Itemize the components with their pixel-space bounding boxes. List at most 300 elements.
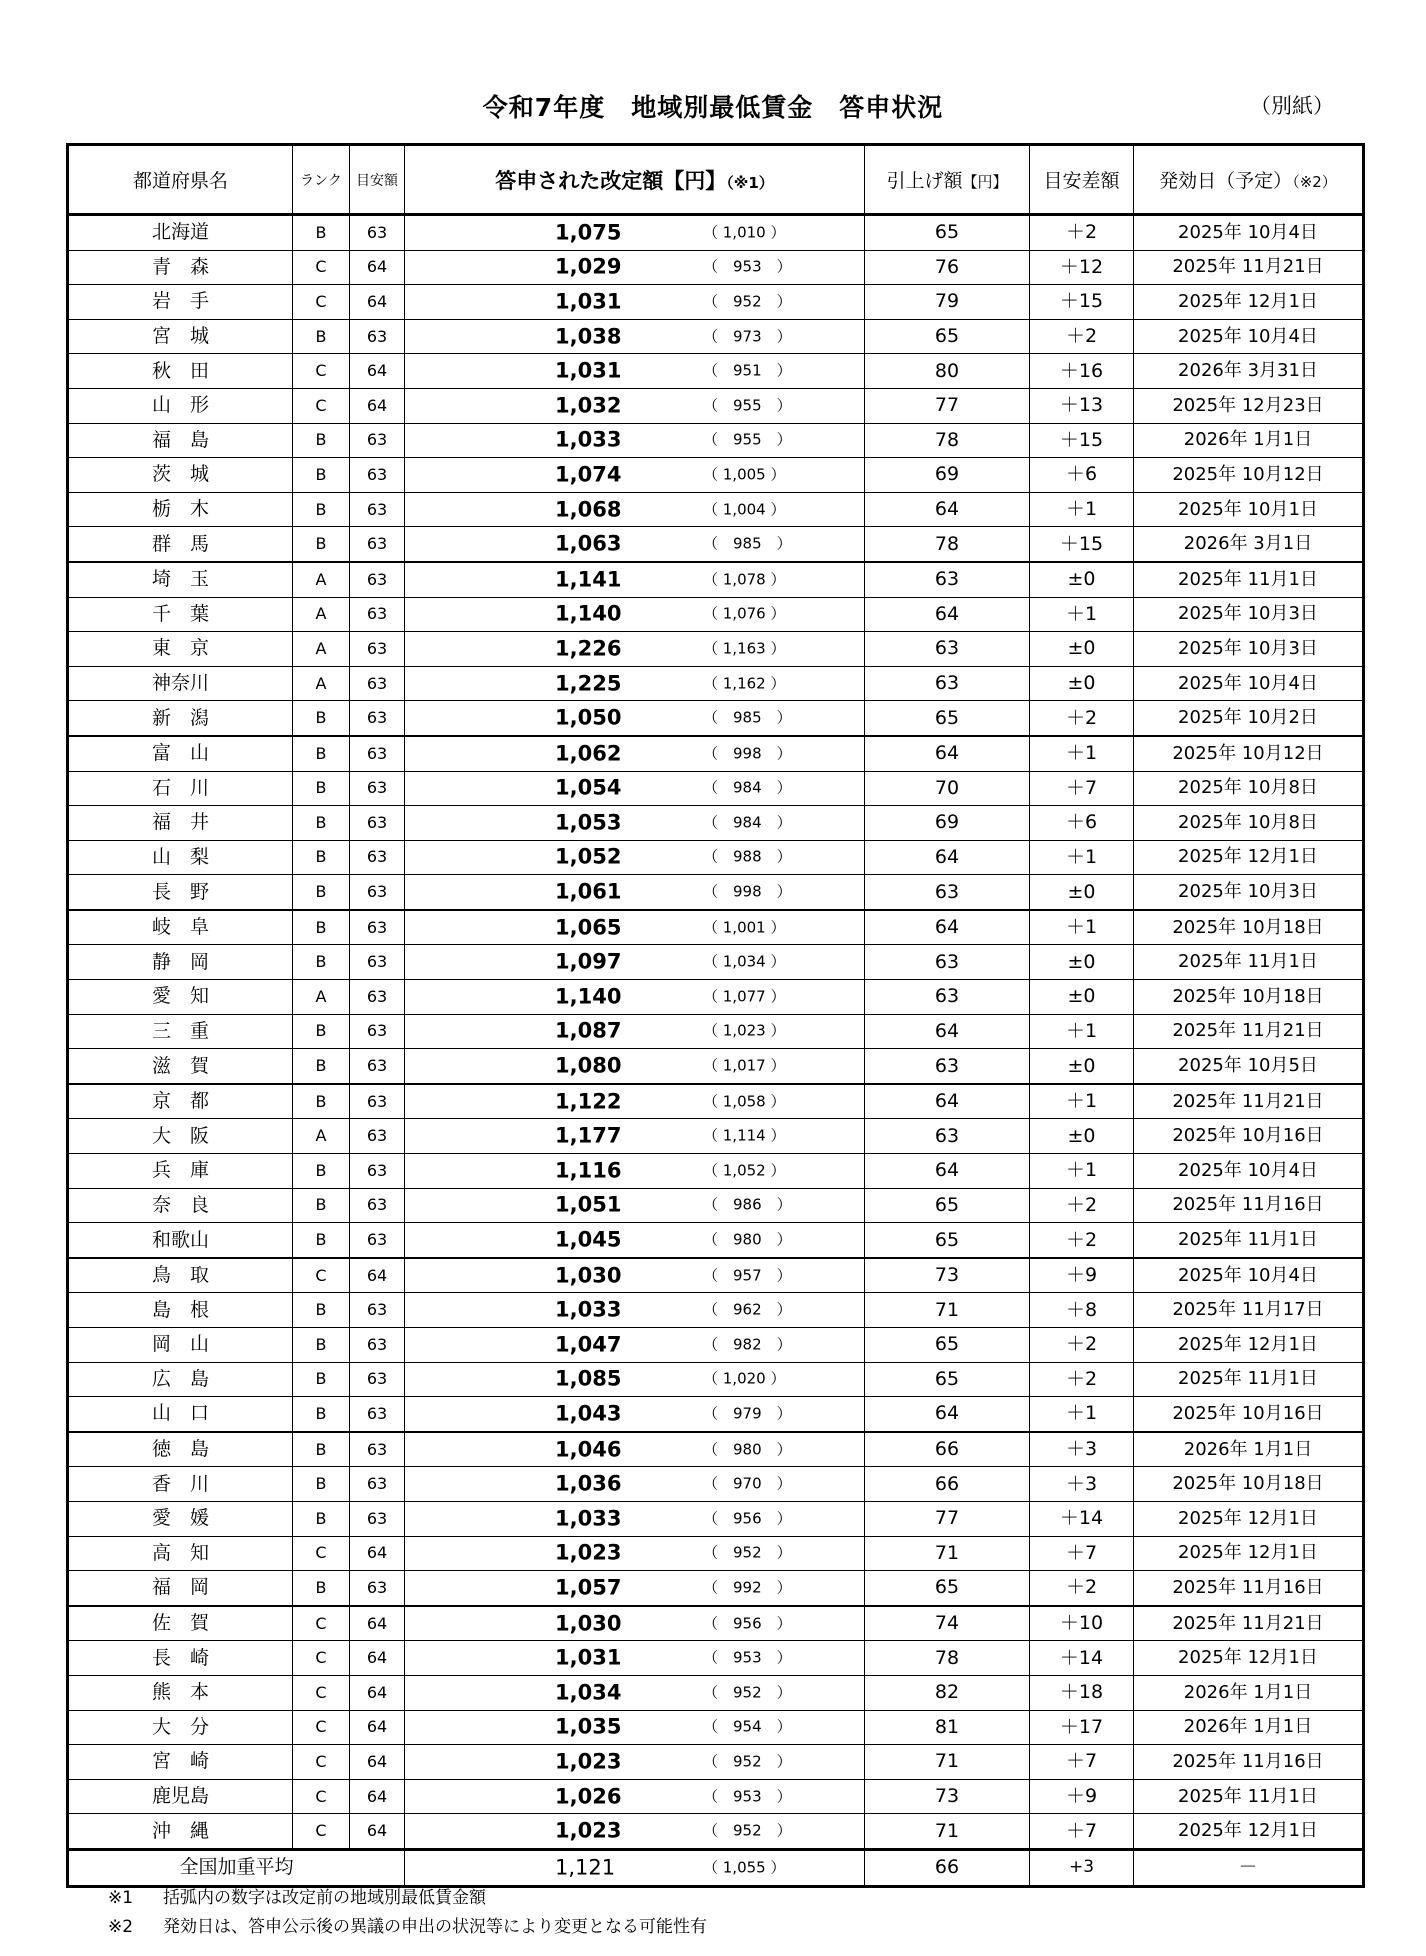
new-amount: 1,065 [555,915,622,940]
footnote-1-mark: ※1 [108,1888,134,1908]
old-amount: （ 952 ） [703,1543,792,1562]
table-row [68,1397,1364,1432]
new-amount: 1,034 [555,1680,622,1705]
raise-cell: 80 [865,354,1030,389]
diff-cell: ＋15 [1030,423,1134,458]
new-amount: 1,030 [555,1263,622,1288]
raise-cell: 73 [865,1258,1030,1293]
new-amount: 1,226 [555,636,622,661]
header-raise-label: 引上げ額 [886,170,963,192]
new-amount: 1,038 [555,324,622,349]
prefecture-cell: 富 山 [68,736,293,771]
prefecture-cell: 広 島 [68,1362,293,1397]
raise-cell: 63 [865,632,1030,667]
table-row [68,388,1364,423]
amount-cell [405,215,865,251]
date-cell: 2025年 11月1日 [1134,1362,1364,1397]
old-amount: （ 998 ） [703,882,792,901]
prefecture-cell: 青 森 [68,250,293,285]
date-cell: 2026年 1月1日 [1134,1675,1364,1710]
header-amount-label: 答申された改定額 [495,168,664,193]
old-amount: （ 980 ） [703,1440,792,1459]
rank-cell: B [293,1328,350,1363]
date-cell: 2025年 10月8日 [1134,771,1364,806]
meyasu-cell: 63 [350,1223,405,1258]
table-row [68,1814,1364,1850]
new-amount: 1,087 [555,1018,622,1043]
meyasu-cell: 63 [350,1154,405,1189]
table-row [68,980,1364,1015]
rank-cell: B [293,1049,350,1084]
prefecture-cell: 岡 山 [68,1328,293,1363]
raise-cell: 65 [865,1571,1030,1606]
old-amount: （ 986 ） [703,1195,792,1214]
raise-cell: 77 [865,388,1030,423]
new-amount: 1,030 [555,1611,622,1636]
header-date [1134,145,1364,215]
old-amount: （ 955 ） [703,396,792,415]
rank-cell: B [293,458,350,493]
header-date-note: （※2） [1292,173,1337,191]
prefecture-cell: 愛 媛 [68,1501,293,1536]
amount-cell [405,771,865,806]
raise-cell: 79 [865,285,1030,320]
header-row [68,145,1364,215]
table-row [68,1675,1364,1710]
table-row [68,806,1364,841]
diff-cell: ±0 [1030,1049,1134,1084]
rank-cell: B [293,1223,350,1258]
old-amount: （ 998 ） [703,744,792,763]
rank-cell: A [293,666,350,701]
amount-cell [405,1188,865,1223]
table-row [68,1745,1364,1780]
date-cell: 2025年 12月1日 [1134,1501,1364,1536]
prefecture-cell: 福 岡 [68,1571,293,1606]
diff-cell: ±0 [1030,666,1134,701]
old-amount: （ 984 ） [703,778,792,797]
old-amount: （ 953 ） [703,1787,792,1806]
old-amount: （ 984 ） [703,813,792,832]
amount-cell [405,1119,865,1154]
diff-cell: ＋15 [1030,527,1134,562]
raise-cell: 63 [865,875,1030,910]
amount-cell [405,945,865,980]
table-row [68,1571,1364,1606]
table-row [68,666,1364,701]
amount-cell [405,1675,865,1710]
prefecture-cell: 大 分 [68,1710,293,1745]
prefecture-cell: 熊 本 [68,1675,293,1710]
new-amount: 1,023 [555,1749,622,1774]
rank-cell: A [293,1119,350,1154]
table-row [68,250,1364,285]
table-row [68,1779,1364,1814]
header-prefecture: 都道府県名 [68,145,293,215]
amount-cell [405,1154,865,1189]
date-cell: 2025年 10月1日 [1134,492,1364,527]
rank-cell: A [293,980,350,1015]
table-row [68,840,1364,875]
prefecture-cell: 長 崎 [68,1641,293,1676]
date-cell: 2025年 10月4日 [1134,666,1364,701]
old-amount: （ 956 ） [703,1614,792,1633]
prefecture-cell: 群 馬 [68,527,293,562]
table-row [68,1049,1364,1084]
table-body [68,215,1364,1850]
diff-cell: ±0 [1030,980,1134,1015]
diff-cell: ＋1 [1030,910,1134,945]
new-amount: 1,046 [555,1437,622,1462]
prefecture-cell: 山 形 [68,388,293,423]
old-amount: （ 1,058 ） [703,1092,786,1111]
new-amount: 1,031 [555,289,622,314]
prefecture-cell: 千 葉 [68,597,293,632]
rank-cell: C [293,388,350,423]
raise-cell: 71 [865,1745,1030,1780]
raise-cell: 69 [865,458,1030,493]
prefecture-cell: 徳 島 [68,1432,293,1467]
raise-cell: 65 [865,1362,1030,1397]
prefecture-cell: 神奈川 [68,666,293,701]
amount-cell [405,423,865,458]
amount-cell [405,875,865,910]
meyasu-cell: 63 [350,458,405,493]
date-cell: 2025年 10月12日 [1134,458,1364,493]
prefecture-cell: 愛 知 [68,980,293,1015]
old-amount: （ 952 ） [703,292,792,311]
date-cell: 2025年 11月1日 [1134,945,1364,980]
old-amount: （ 957 ） [703,1266,792,1285]
table-row [68,492,1364,527]
rank-cell: A [293,632,350,667]
table-row [68,1328,1364,1363]
old-amount: （ 1,114 ） [703,1126,786,1145]
date-cell: 2025年 12月23日 [1134,388,1364,423]
prefecture-cell: 石 川 [68,771,293,806]
date-cell: 2025年 11月16日 [1134,1745,1364,1780]
new-amount: 1,063 [555,531,622,556]
meyasu-cell: 63 [350,1119,405,1154]
amount-cell [405,1432,865,1467]
prefecture-cell: 茨 城 [68,458,293,493]
rank-cell: B [293,1432,350,1467]
new-amount: 1,033 [555,1506,622,1531]
table-row [68,1710,1364,1745]
rank-cell: B [293,701,350,736]
amount-cell [405,597,865,632]
rank-cell: B [293,1362,350,1397]
meyasu-cell: 63 [350,1293,405,1328]
rank-cell: B [293,875,350,910]
amount-cell [405,632,865,667]
amount-cell [405,1710,865,1745]
raise-cell: 71 [865,1536,1030,1571]
amount-cell [405,285,865,320]
total-amount [405,1849,865,1886]
prefecture-cell: 宮 崎 [68,1745,293,1780]
old-amount: （ 1,017 ） [703,1056,786,1075]
meyasu-cell: 64 [350,1745,405,1780]
table-row [68,1432,1364,1467]
prefecture-cell: 長 野 [68,875,293,910]
diff-cell: ＋2 [1030,1362,1134,1397]
rank-cell: B [293,1467,350,1502]
amount-cell [405,1397,865,1432]
diff-cell: ＋1 [1030,736,1134,771]
prefecture-cell: 沖 縄 [68,1814,293,1850]
new-amount: 1,045 [555,1227,622,1252]
new-amount: 1,054 [555,775,622,800]
date-cell: 2025年 11月17日 [1134,1293,1364,1328]
raise-cell: 65 [865,701,1030,736]
new-amount: 1,050 [555,705,622,730]
table-row [68,354,1364,389]
date-cell: 2025年 10月18日 [1134,980,1364,1015]
new-amount: 1,036 [555,1471,622,1496]
diff-cell: ＋2 [1030,319,1134,354]
rank-cell: B [293,492,350,527]
raise-cell: 76 [865,250,1030,285]
old-amount: （ 1,076 ） [703,604,786,623]
document-title: 令和7年度 地域別最低賃金 答申状況 [482,93,944,122]
table-row [68,945,1364,980]
new-amount: 1,035 [555,1714,622,1739]
total-row [68,1849,1364,1886]
date-cell: 2025年 11月16日 [1134,1188,1364,1223]
diff-cell: ＋2 [1030,1571,1134,1606]
new-amount: 1,047 [555,1332,622,1357]
date-cell: 2026年 1月1日 [1134,1710,1364,1745]
meyasu-cell: 64 [350,1779,405,1814]
rank-cell: B [293,1084,350,1119]
amount-cell [405,910,865,945]
total-new-amount: 1,121 [555,1855,616,1880]
raise-cell: 70 [865,771,1030,806]
new-amount: 1,116 [555,1158,622,1183]
amount-cell [405,250,865,285]
rank-cell: C [293,1710,350,1745]
prefecture-cell: 岐 阜 [68,910,293,945]
new-amount: 1,031 [555,358,622,383]
raise-cell: 66 [865,1467,1030,1502]
rank-cell: C [293,1814,350,1850]
rank-cell: A [293,597,350,632]
meyasu-cell: 64 [350,1814,405,1850]
diff-cell: ＋8 [1030,1293,1134,1328]
old-amount: （ 1,005 ） [703,465,786,484]
meyasu-cell: 63 [350,527,405,562]
rank-cell: C [293,1606,350,1641]
old-amount: （ 1,077 ） [703,987,786,1006]
rank-cell: C [293,1641,350,1676]
diff-cell: ＋10 [1030,1606,1134,1641]
date-cell: 2025年 10月18日 [1134,1467,1364,1502]
date-cell: 2025年 11月1日 [1134,1779,1364,1814]
old-amount: （ 982 ） [703,1335,792,1354]
amount-cell [405,492,865,527]
amount-cell [405,1328,865,1363]
new-amount: 1,026 [555,1784,622,1809]
date-cell: 2025年 10月12日 [1134,736,1364,771]
new-amount: 1,043 [555,1401,622,1426]
new-amount: 1,085 [555,1366,622,1391]
old-amount: （ 953 ） [703,257,792,276]
new-amount: 1,140 [555,984,622,1009]
new-amount: 1,061 [555,879,622,904]
raise-cell: 78 [865,1641,1030,1676]
meyasu-cell: 63 [350,666,405,701]
meyasu-cell: 63 [350,1432,405,1467]
rank-cell: B [293,423,350,458]
table-row [68,632,1364,667]
diff-cell: ＋2 [1030,215,1134,251]
old-amount: （ 1,001 ） [703,918,786,937]
attachment-label: （別紙） [1250,94,1334,118]
table-row [68,1223,1364,1258]
diff-cell: ＋1 [1030,840,1134,875]
prefecture-cell: 奈 良 [68,1188,293,1223]
raise-cell: 65 [865,1223,1030,1258]
prefecture-cell: 兵 庫 [68,1154,293,1189]
prefecture-cell: 山 口 [68,1397,293,1432]
old-amount: （ 952 ） [703,1821,792,1840]
amount-cell [405,1814,865,1850]
diff-cell: ＋2 [1030,701,1134,736]
date-cell: 2025年 11月16日 [1134,1571,1364,1606]
date-cell: 2026年 1月1日 [1134,1432,1364,1467]
old-amount: （ 970 ） [703,1474,792,1493]
new-amount: 1,033 [555,427,622,452]
date-cell: 2025年 11月21日 [1134,250,1364,285]
meyasu-cell: 63 [350,1362,405,1397]
meyasu-cell: 64 [350,1641,405,1676]
date-cell: 2026年 1月1日 [1134,423,1364,458]
rank-cell: C [293,1675,350,1710]
rank-cell: B [293,840,350,875]
meyasu-cell: 63 [350,1397,405,1432]
table-row [68,458,1364,493]
raise-cell: 63 [865,945,1030,980]
old-amount: （ 1,162 ） [703,674,786,693]
diff-cell: ＋7 [1030,1814,1134,1850]
date-cell: 2025年 12月1日 [1134,840,1364,875]
old-amount: （ 956 ） [703,1509,792,1528]
amount-cell [405,736,865,771]
rank-cell: B [293,1501,350,1536]
table-row [68,1154,1364,1189]
rank-cell: B [293,1014,350,1049]
rank-cell: C [293,250,350,285]
table-row [68,1501,1364,1536]
raise-cell: 63 [865,1119,1030,1154]
rank-cell: B [293,910,350,945]
date-cell: 2025年 10月4日 [1134,215,1364,251]
table-row [68,1606,1364,1641]
raise-cell: 64 [865,1014,1030,1049]
amount-cell [405,1467,865,1502]
footnote-1-text: 括弧内の数字は改定前の地域別最低賃金額 [163,1888,486,1908]
new-amount: 1,141 [555,567,622,592]
diff-cell: ＋7 [1030,771,1134,806]
raise-cell: 69 [865,806,1030,841]
amount-cell [405,701,865,736]
meyasu-cell: 63 [350,945,405,980]
prefecture-cell: 島 根 [68,1293,293,1328]
diff-cell: ＋15 [1030,285,1134,320]
header-date-label: 発効日（予定） [1159,170,1293,192]
prefecture-cell: 滋 賀 [68,1049,293,1084]
rank-cell: B [293,736,350,771]
date-cell: 2025年 10月18日 [1134,910,1364,945]
meyasu-cell: 63 [350,423,405,458]
raise-cell: 64 [865,736,1030,771]
date-cell: 2025年 11月1日 [1134,1223,1364,1258]
meyasu-cell: 64 [350,1675,405,1710]
header-amount [405,145,865,215]
raise-cell: 64 [865,1154,1030,1189]
diff-cell: ＋17 [1030,1710,1134,1745]
date-cell: 2025年 10月3日 [1134,632,1364,667]
new-amount: 1,053 [555,810,622,835]
old-amount: （ 952 ） [703,1683,792,1702]
date-cell: 2025年 10月16日 [1134,1397,1364,1432]
new-amount: 1,075 [555,220,622,245]
prefecture-cell: 三 重 [68,1014,293,1049]
diff-cell: ＋1 [1030,1084,1134,1119]
meyasu-cell: 63 [350,319,405,354]
table-row [68,285,1364,320]
rank-cell: B [293,319,350,354]
new-amount: 1,122 [555,1089,622,1114]
diff-cell: ＋7 [1030,1745,1134,1780]
meyasu-cell: 64 [350,1258,405,1293]
amount-cell [405,1779,865,1814]
old-amount: （ 992 ） [703,1578,792,1597]
new-amount: 1,177 [555,1123,622,1148]
raise-cell: 64 [865,910,1030,945]
new-amount: 1,032 [555,393,622,418]
old-amount: （ 980 ） [703,1230,792,1249]
rank-cell: A [293,562,350,597]
date-cell: 2025年 12月1日 [1134,1536,1364,1571]
diff-cell: ＋3 [1030,1432,1134,1467]
old-amount: （ 953 ） [703,1648,792,1667]
amount-cell [405,1641,865,1676]
new-amount: 1,080 [555,1053,622,1078]
rank-cell: B [293,1154,350,1189]
meyasu-cell: 64 [350,285,405,320]
diff-cell: ±0 [1030,1119,1134,1154]
raise-cell: 82 [865,1675,1030,1710]
header-amount-unit: 【円】 [663,168,727,193]
amount-cell [405,1223,865,1258]
diff-cell: ±0 [1030,632,1134,667]
amount-cell [405,354,865,389]
table-row [68,527,1364,562]
footnote-2-text: 発効日は、答申公示後の異議の申出の状況等により変更となる可能性有 [163,1917,707,1937]
diff-cell: ＋2 [1030,1328,1134,1363]
meyasu-cell: 63 [350,875,405,910]
meyasu-cell: 63 [350,806,405,841]
table-row [68,875,1364,910]
total-raise: 66 [865,1849,1030,1886]
table-row [68,1293,1364,1328]
raise-cell: 64 [865,840,1030,875]
prefecture-cell: 秋 田 [68,354,293,389]
amount-cell [405,562,865,597]
amount-cell [405,1049,865,1084]
